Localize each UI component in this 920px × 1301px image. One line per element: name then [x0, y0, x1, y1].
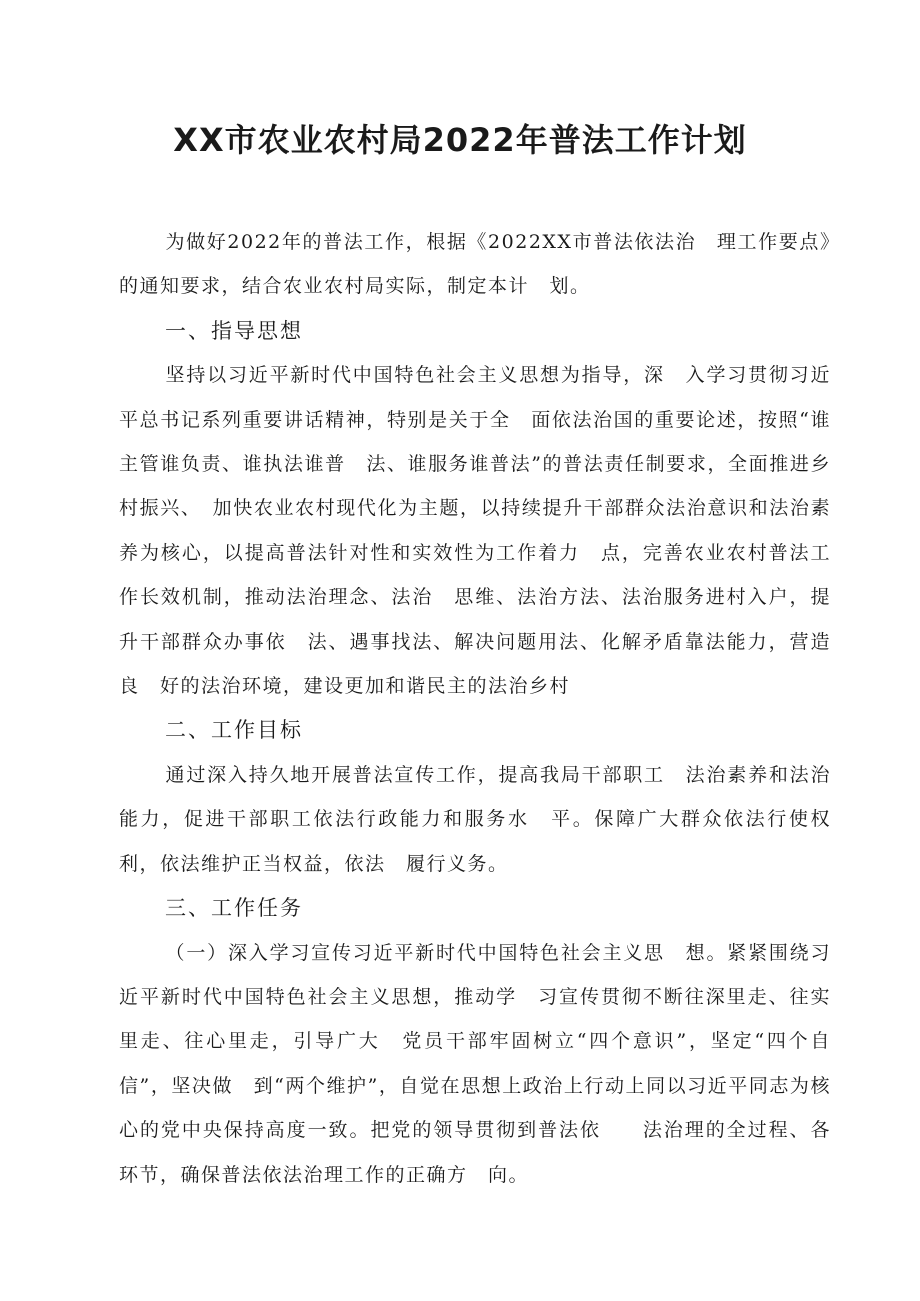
work-tasks-paragraph: （一）深入学习宣传习近平新时代中国特色社会主义思 想。紧紧围绕习近平新时代中国特色社会主义思想，推动学 习宣传贯彻不断往深里走、往实里走、往心里走，引导广大 党员干部牢固树立“四个意识”，坚定“四个自信”，坚决做 到“两个维护”，自觉在思想上政治上行动上同以习近平同志为核心的党中央保持高度一致。把党的领导贯彻到普法依 法治理的全过程、各环节，确保普法依法治理工作的正确方 向。 [119, 941, 831, 1186]
work-goals-paragraph: 通过深入持久地开展普法宣传工作，提高我局干部职工 法治素养和法治能力，促进干部职工依法行政能力和服务水 平。保障广大群众依法行使权利，依法维护正当权益，依法 履行义务。 [119, 763, 831, 875]
section-heading-work-goals: 二、工作目标 [165, 718, 303, 743]
document-title: XX市农业农村局2022年普法工作计划 [173, 121, 747, 159]
section-heading-work-tasks: 三、工作任务 [165, 896, 303, 921]
guiding-ideology-paragraph: 坚持以习近平新时代中国特色社会主义思想为指导，深 入学习贯彻习近平总书记系列重要讲话精神，特别是关于全 面依法治国的重要论述，按照“谁主管谁负责、谁执法谁普 法、谁服务谁普法”的普法责任制要求，全面推进乡村振兴、 加快农业农村现代化为主题，以持续提升干部群众法治意识和法治素养为核心，以提高普法针对性和实效性为工作着力 点，完善农业农村普法工作长效机制，推动法治理念、法治 思维、法治方法、法治服务进村入户，提升干部群众办事依 法、遇事找法、解决问题用法、化解矛盾靠法能力，营造良 好的法治环境，建设更加和谐民主的法治乡村 [119, 364, 831, 698]
section-heading-guiding-ideology: 一、指导思想 [165, 318, 303, 343]
document-body [119, 220, 831, 1197]
intro-paragraph: 为做好2022年的普法工作，根据《2022XX市普法依法治 理工作要点》的通知要求，结合农业农村局实际，制定本计 划。 [119, 231, 831, 298]
